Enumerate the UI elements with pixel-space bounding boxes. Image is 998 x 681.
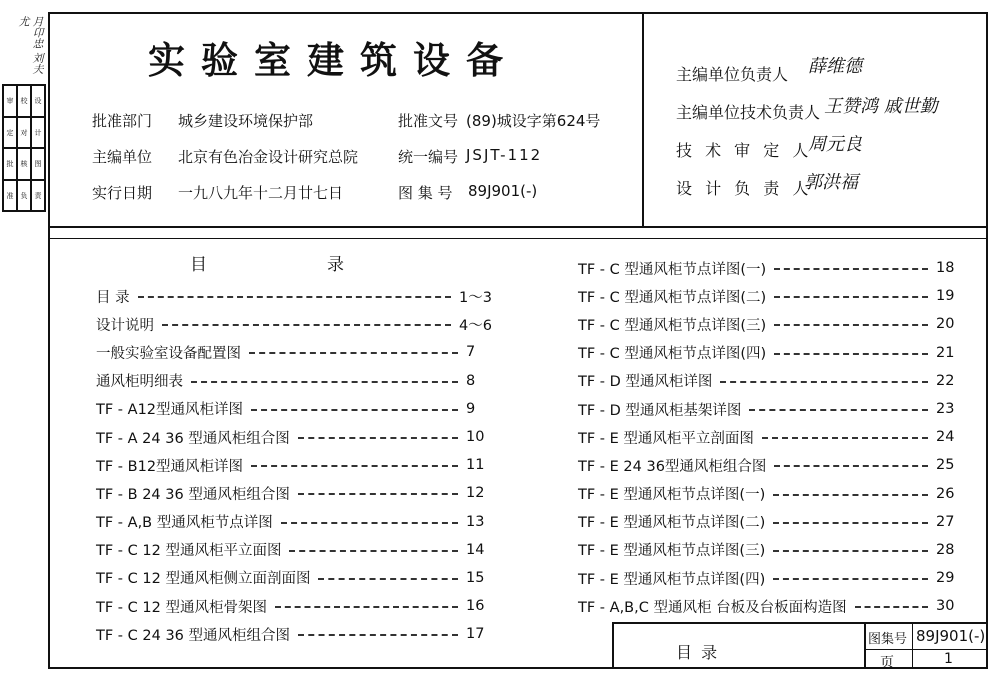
toc-entry-label: TF - A,B,C 型通风柜 台板及台板面构造图 — [578, 599, 847, 616]
title-block-divider — [912, 624, 913, 669]
stamp-cell: 批 — [3, 148, 17, 180]
approval-doc-value: (89)城设字第624号 — [466, 112, 601, 130]
page-title: 实验室建筑设备 — [148, 39, 519, 82]
toc-entry-page: 9 — [466, 400, 476, 417]
toc-entry-label: 设计说明 — [96, 317, 154, 334]
signature-role: 设 计 负 责 人 — [676, 179, 813, 198]
effective-date-value: 一九八九年十二月廿七日 — [178, 184, 344, 202]
toc-entry[interactable] — [96, 367, 492, 395]
stamp-grid — [2, 84, 46, 212]
leader-line — [162, 324, 451, 326]
toc-entry-page: 16 — [466, 598, 485, 615]
toc-entry[interactable] — [96, 338, 492, 366]
atlas-no-value: 89J901(-) — [468, 182, 538, 200]
toc-entry[interactable] — [96, 451, 492, 479]
toc-entry[interactable] — [578, 451, 962, 479]
toc-entry-page: 24 — [936, 429, 955, 446]
leader-line — [774, 353, 928, 355]
leader-line — [138, 296, 451, 298]
leader-line — [281, 522, 458, 524]
approval-stamp-column — [0, 0, 48, 230]
toc-entry-label: TF - C 型通风柜节点详图(四) — [578, 346, 767, 363]
approval-dept-value: 城乡建设环境保护部 — [178, 112, 314, 130]
toc-entry[interactable] — [578, 254, 962, 282]
leader-line — [720, 381, 928, 383]
header-divider — [48, 226, 988, 228]
toc-entry[interactable] — [96, 479, 492, 507]
toc-entry[interactable] — [578, 310, 962, 338]
toc-entry-label: TF - D 型通风柜基架详图 — [578, 402, 742, 419]
toc-entry-page: 15 — [466, 569, 485, 586]
toc-entry-page: 11 — [466, 457, 485, 474]
leader-line — [298, 437, 458, 439]
toc-entry[interactable] — [96, 508, 492, 536]
leader-line — [773, 522, 928, 524]
toc-entry-page: 29 — [936, 570, 955, 587]
toc-entry-label: TF - C 12 型通风柜平立面图 — [96, 543, 282, 560]
stamp-signature: 月卬忠 刘夫尤 — [17, 16, 44, 75]
toc-entry-label: TF - B 24 36 型通风柜组合图 — [96, 486, 290, 503]
signature-role: 技 术 审 定 人 — [676, 141, 813, 160]
leader-line — [298, 634, 458, 636]
toc-entry[interactable] — [578, 592, 962, 620]
atlas-no-label: 图 集 号 — [398, 184, 453, 202]
toc-entry-label: TF - E 24 36型通风柜组合图 — [578, 458, 767, 475]
toc-heading-left: 目 — [190, 255, 207, 275]
toc-heading — [190, 250, 344, 275]
toc-entry-label: 一般实验室设备配置图 — [96, 345, 241, 362]
stamp-cell: 图 — [31, 148, 45, 180]
toc-entry[interactable] — [578, 367, 962, 395]
toc-entry-label: TF - C 12 型通风柜骨架图 — [96, 599, 267, 616]
toc-entry-page: 17 — [466, 626, 485, 643]
chief-unit-label: 主编单位 — [92, 148, 153, 166]
title-block-divider — [864, 624, 866, 669]
atlas-label: 图集号 — [868, 632, 908, 647]
page-number: 1 — [944, 651, 953, 667]
leader-line — [774, 324, 928, 326]
handwritten-signature: 郭洪福 — [804, 172, 858, 193]
approval-doc-label: 批准文号 — [398, 112, 459, 130]
toc-entry[interactable] — [96, 282, 492, 310]
stamp-cell: 校 — [17, 85, 31, 117]
signature-role: 主编单位技术负责人 — [676, 103, 821, 122]
stamp-cell: 设 — [31, 85, 45, 117]
toc-entry[interactable] — [96, 592, 492, 620]
title-block-divider — [864, 649, 988, 650]
leader-line — [762, 437, 928, 439]
toc-entry-label: TF - C 12 型通风柜侧立面剖面图 — [96, 571, 311, 588]
toc-entry-page: 20 — [936, 316, 955, 333]
toc-entry[interactable] — [578, 395, 962, 423]
toc-entry-page: 26 — [936, 485, 955, 502]
signature-divider — [642, 12, 644, 228]
toc-entry-label: TF - C 型通风柜节点详图(二) — [578, 289, 767, 306]
toc-entry-page: 28 — [936, 541, 955, 558]
leader-line — [318, 578, 458, 580]
leader-line — [191, 381, 458, 383]
toc-left-column — [96, 282, 492, 648]
leader-line — [773, 494, 928, 496]
handwritten-signature: 周元良 — [808, 134, 862, 155]
unified-no-label: 统一编号 — [398, 148, 459, 166]
effective-date-label: 实行日期 — [92, 184, 153, 202]
stamp-cell: 核 — [17, 148, 31, 180]
page-label: 页 — [880, 655, 894, 671]
toc-heading-right: 录 — [327, 255, 344, 275]
leader-line — [251, 409, 458, 411]
toc-entry-page: 21 — [936, 344, 955, 361]
toc-entry-label: TF - A,B 型通风柜节点详图 — [96, 515, 273, 532]
toc-right-column — [578, 254, 962, 620]
chief-unit-value: 北京有色冶金设计研究总院 — [178, 148, 359, 166]
unified-no-value: JSJT-112 — [466, 146, 543, 164]
handwritten-signature: 薛维德 — [808, 56, 862, 77]
toc-entry-label: TF - A 24 36 型通风柜组合图 — [96, 430, 290, 447]
toc-entry[interactable] — [578, 508, 962, 536]
toc-entry-label: TF - D 型通风柜详图 — [578, 374, 713, 391]
toc-entry-label: TF - A12型通风柜详图 — [96, 402, 244, 419]
toc-entry-page: 13 — [466, 513, 485, 530]
leader-line — [749, 409, 928, 411]
leader-line — [774, 296, 928, 298]
toc-entry-page: 18 — [936, 260, 955, 277]
title-block-name: 目 录 — [676, 643, 720, 662]
stamp-cell: 负 — [17, 180, 31, 212]
toc-entry-page: 8 — [466, 372, 476, 389]
toc-top-rule — [48, 238, 988, 239]
toc-entry-page: 1～3 — [459, 289, 492, 306]
toc-entry-page: 7 — [466, 344, 476, 361]
atlas-value: 89J901(-) — [916, 627, 986, 645]
toc-entry-label: TF - E 型通风柜平立剖面图 — [578, 430, 754, 447]
toc-entry-label: TF - C 型通风柜节点详图(三) — [578, 317, 767, 334]
approval-dept-label: 批准部门 — [92, 112, 153, 130]
toc-entry[interactable] — [578, 536, 962, 564]
toc-entry[interactable] — [96, 395, 492, 423]
stamp-cell: 定 — [3, 117, 17, 149]
toc-entry-label: TF - E 型通风柜节点详图(一) — [578, 487, 766, 504]
leader-line — [298, 493, 458, 495]
toc-entry-page: 12 — [466, 485, 485, 502]
toc-entry[interactable] — [96, 564, 492, 592]
toc-entry[interactable] — [96, 620, 492, 648]
toc-entry[interactable] — [578, 564, 962, 592]
stamp-cell: 审 — [3, 85, 17, 117]
toc-entry[interactable] — [96, 310, 492, 338]
toc-entry-label: 目 录 — [96, 289, 130, 306]
toc-entry-page: 19 — [936, 288, 955, 305]
toc-entry-page: 23 — [936, 401, 955, 418]
toc-entry-label: TF - E 型通风柜节点详图(二) — [578, 515, 766, 532]
toc-entry-page: 4～6 — [459, 317, 492, 334]
title-block — [612, 622, 988, 669]
toc-entry-label: 通风柜明细表 — [96, 374, 183, 391]
toc-entry[interactable] — [578, 423, 962, 451]
toc-entry-page: 22 — [936, 372, 955, 389]
toc-entry[interactable] — [96, 423, 492, 451]
leader-line — [275, 606, 458, 608]
stamp-cell: 计 — [31, 117, 45, 149]
stamp-cell: 责 — [31, 180, 45, 212]
leader-line — [855, 606, 928, 608]
toc-entry[interactable] — [578, 339, 962, 367]
leader-line — [774, 268, 928, 270]
stamp-cell: 对 — [17, 117, 31, 149]
leader-line — [773, 550, 928, 552]
stamp-cell: 准 — [3, 180, 17, 212]
toc-entry-label: TF - C 24 36 型通风柜组合图 — [96, 627, 291, 644]
toc-entry-page: 10 — [466, 429, 485, 446]
signature-role: 主编单位负责人 — [676, 65, 789, 84]
toc-entry-label: TF - C 型通风柜节点详图(一) — [578, 261, 767, 278]
toc-entry-label: TF - B12型通风柜详图 — [96, 458, 244, 475]
toc-entry-page: 30 — [936, 598, 955, 615]
leader-line — [773, 578, 928, 580]
toc-entry-label: TF - E 型通风柜节点详图(四) — [578, 571, 766, 588]
leader-line — [289, 550, 458, 552]
toc-entry[interactable] — [578, 282, 962, 310]
toc-entry[interactable] — [578, 480, 962, 508]
toc-entry[interactable] — [96, 536, 492, 564]
leader-line — [251, 465, 458, 467]
toc-entry-label: TF - E 型通风柜节点详图(三) — [578, 543, 766, 560]
toc-entry-page: 25 — [936, 457, 955, 474]
leader-line — [249, 352, 458, 354]
toc-entry-page: 27 — [936, 513, 955, 530]
leader-line — [774, 465, 928, 467]
handwritten-signature: 王赞鸿 戚世勤 — [824, 96, 938, 117]
toc-entry-page: 14 — [466, 541, 485, 558]
